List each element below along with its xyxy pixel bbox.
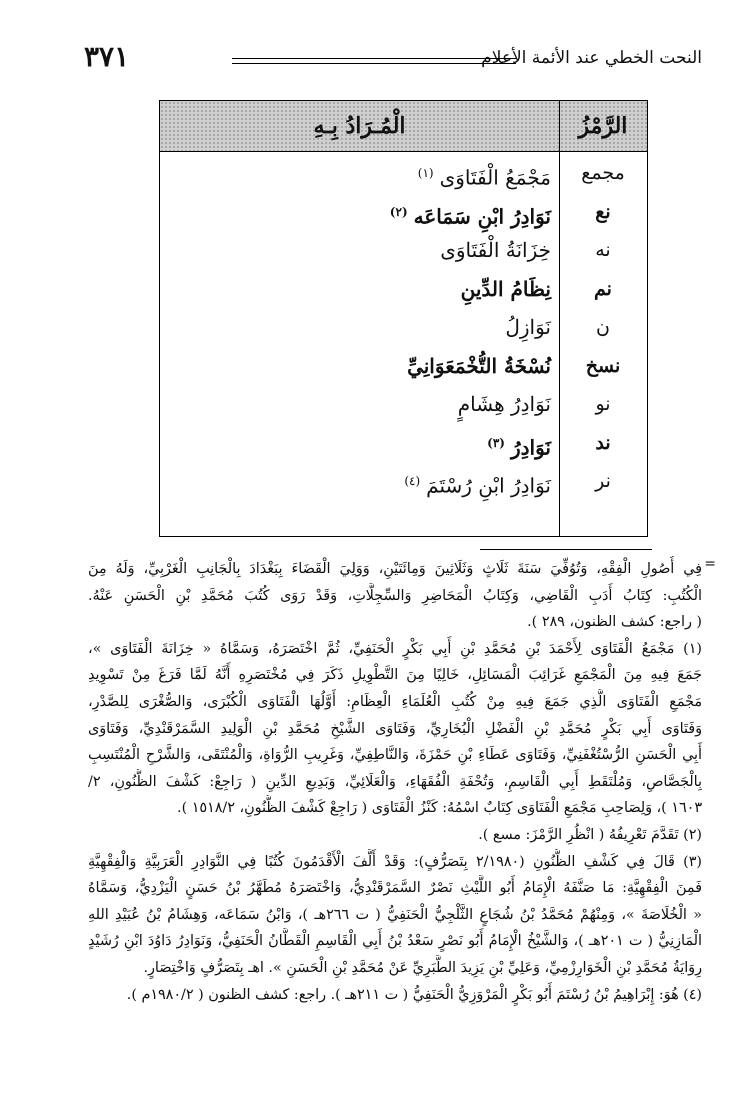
row-meaning [461, 269, 551, 308]
footnote-ref: (٢) [389, 204, 408, 219]
page-header [84, 40, 702, 76]
row-meaning [505, 307, 551, 346]
table-row [160, 307, 647, 346]
header-meaning: الْمُـرَادُ بِـهِ [313, 113, 406, 139]
footnote-line: الْكُتُبِ: كِتَابُ أَدَبِ الْقَاضِي، وَكِتَابُ الْمَحَاضِرِ وَالسِّجِلَّاتِ، وَقَدْ رَوَى كُتُبَ مُحَمَّدِ بْنِ الْحَسَنِ عَنْهُ. [88, 587, 702, 604]
row-code: نع [595, 200, 611, 223]
table-row [160, 423, 647, 462]
abbreviations-table [159, 100, 648, 537]
row-code: نم [594, 277, 612, 300]
row-meaning-text: مَجْمَعُ الْفَتَاوَى [439, 165, 551, 190]
header-rule [232, 58, 516, 64]
table-row [160, 384, 647, 423]
footnote-line: ١٦٠٣ )، وَلِصَاحِبِ مَجْمَعِ الْفَتَاوَى كِتَابٌ اسْمُهُ: كَنْزُ الْفَتَاوَى ( رَاجِعْ كَشْفَ الظُّنُونِ، ١٥١٨/٢ ). [177, 800, 702, 817]
page-number: ٣٧١ [84, 40, 130, 73]
footnote-line: (١) مَجْمَعُ الْفَتَاوَى لِأَحْمَدَ بْنِ مُحَمَّدِ بْنِ أَبِي بَكْرٍ الْحَنَفِيِّ، ثُمَّ اخْتَصَرَهُ، وَسَمَّاهُ « خِزَانَةَ الْفَتَاوَى »، [88, 640, 702, 657]
footnote-ref: (١) [417, 166, 434, 180]
table-row [160, 269, 647, 308]
row-meaning-text: خِزَانَةُ الْفَتَاوَى [440, 238, 551, 262]
row-code: ند [595, 431, 611, 454]
row-code: نر [595, 470, 611, 492]
running-title: النحت الخطي عند الأئمة الأعلام [481, 48, 702, 68]
footnote-line: فَمِنَ الْفِقْهِيَّةِ: مَا صَنَّفَهُ الْإِمَامُ أَبُو اللَّيْثِ نَصْرٌ السَّمَرْقَنْدِيُّ، وَاخْتَصَرَهُ مُطَهَّرُ بْنُ حَسَنٍ الْيَزْدِيُّ، وَسَمَّاهُ [88, 880, 702, 897]
footnote-line: وَفَتَاوَى أَبِي بَكْرٍ مُحَمَّدِ بْنِ الْفَضْلِ الْبُخَارِيِّ، وَفَتَاوَى الشَّيْخِ مُحَمَّدِ بْنِ الْوَلِيدِ السَّمَرْقَنْدِيِّ، وَفَتَاوَى [88, 720, 702, 737]
row-meaning [407, 346, 551, 385]
row-code: نه [595, 239, 611, 261]
table-row [160, 153, 647, 192]
row-meaning [458, 384, 551, 423]
row-meaning [418, 153, 551, 192]
row-meaning [404, 461, 551, 500]
footnote-line: ( راجع: كشف الظنون، ٢٨٩ ). [527, 614, 702, 631]
row-meaning-text: نَوَادِرُ ابْنِ رُسْتَمَ [426, 473, 551, 498]
footnote-line: (٤) هُوَ: إِبْرَاهِيمُ بْنُ رُسْتَمَ أَبُو بَكْرٍ الْمَرْوَزِيُّ الْحَنَفِيُّ ( ت ٢١١هـ ). راجع: كشف الظنون ( ١٩٨٠/٢م ). [126, 986, 702, 1003]
row-meaning-text: نِظَامُ الدِّينِ [460, 276, 551, 301]
row-code: نو [595, 393, 611, 415]
table-row [160, 230, 647, 269]
footnote-line: « الْخُلَاصَةَ »، وَمِنْهُمْ مُحَمَّدُ بْنُ شُجَاعٍ الثَّلْجِيُّ الْحَنَفِيُّ ( ت ٢٦٦هـ )، وَابْنُ سَمَاعَه، وَهِشَامُ بْنُ عُبَيْدِ اللهِ [88, 906, 702, 923]
row-code: نسخ [585, 354, 621, 377]
table-row [160, 461, 647, 500]
footnote-line: فِي أُصُولِ الْفِقْهِ، وَتُوُفِّيَ سَنَةَ ثَلَاثٍ وَثَلَاثِينَ وَمِائَتَيْنِ، وَوَلِيَ الْقَضَاءَ بِبَغْدَادَ بِالْجَانِبِ الْغَرْبِيِّ، وَلَهُ مِنَ [88, 561, 702, 577]
footnote-line: مَجْمَعِ الْفَتَاوَى الَّذِي جَمَعَ فِيهِ مِنْ كُتُبِ الْعُلَمَاءِ الْعِظَامِ: أَوَّلُهَا الْفَتَاوَى الْكُبْرَى، وَالصُّغْرَى لِلصَّدْرِ، [88, 693, 702, 710]
row-meaning-text: نَوَادِرُ ابْنِ سَمَاعَه [413, 204, 551, 229]
footnote-line: جَمَعَ فِيهِ مِنَ الْمَجْمَعِ غَرَائِبَ الْمَسَائِلِ، خَالِيًا مِنَ التَّطْوِيلِ ذَكَرَ فِي مُخْتَصَرِهِ أَنَّهُ لَمَّا فَرَغَ مِنْ تَسْوِيدِ [88, 667, 702, 684]
footnote-line: الْمَازِنِيُّ ( ت ٢٠١هـ )، وَالشَّيْخُ الْإِمَامُ أَبُو نَصْرٍ سَعْدُ بْنُ أَبِي الْقَاسِمِ الْقَطَّانُ الْحَنَفِيُّ، وَنَوَادِرُ دَاوُدَ ابْنِ رُشَيْدٍ [88, 933, 702, 950]
row-meaning-text: نَوَازِلُ [505, 315, 551, 339]
footnote-ref: (٤) [404, 474, 421, 488]
footnotes [88, 556, 716, 1008]
footnote-ref: (٣) [487, 435, 505, 450]
row-meaning-text: نُسْخَةُ التُّخْمَعَوَانِيِّ [407, 353, 551, 378]
table-body [160, 153, 647, 536]
footnote-line: (٢) تَقَدَّمَ تَعْرِيفُهُ ( انْظُرِ الرَّمْزَ: مسع ). [478, 826, 702, 843]
row-code: مجمع [581, 162, 625, 184]
row-meaning [440, 230, 551, 269]
continuation-mark: = [704, 556, 716, 572]
header-code: الرَّمْزُ [578, 113, 628, 139]
footnote-line: أَبِي الْحَسَنِ الرُّسْتُغْفَنِيِّ، وَفَتَاوَى عَطَاءِ بْنِ حَمْزَةَ، وَالنَّاطِفِيِّ، وَغَرِيبِ الرُّوَاةِ، وَالْمُنْتَقَى، وَالشَّرْحِ الْمُنْتَسِبِ [88, 747, 702, 764]
row-meaning [487, 423, 551, 462]
footnote-line: (٣) قَالَ فِي كَشْفِ الظُّنُونِ (٢/١٩٨٠ بِتَصَرُّفٍ): وَقَدْ أَلَّفَ الْأَقْدَمُونَ كُتُبًا فِي النَّوَادِرِ الْعَرَبِيَّةِ وَالْفِقْهِيَّةِ [88, 853, 702, 870]
row-code: ن [596, 316, 610, 338]
footnote-rule [480, 549, 652, 550]
row-meaning [390, 192, 551, 231]
table-row [160, 346, 647, 385]
table-row [160, 192, 647, 231]
footnote-line: رِوَايَةُ مُحَمَّدِ بْنِ الْخَوَارِزْمِيِّ، وَعَلِيِّ بْنِ يَزِيدَ الطَّبَرِيِّ عَنْ مُحَمَّدِ بْنِ الْحَسَنِ ». اهـ بِتَصَرُّفٍ وَاخْتِصَارٍ. [143, 959, 702, 976]
table-header [160, 101, 647, 152]
row-meaning-text: نَوَادِرُ هِشَامٍ [457, 392, 551, 416]
footnote-line: بِالْجَصَّاصِ، وَمُلْتَقَطِ أَبِي الْقَاسِمِ، وَتُحْفَةِ الْفُقَهَاءِ، وَالْعَلَائِيِّ، وَبَدِيعِ الدِّينِ ( رَاجِعْ: كَشْفَ الظُّنُونِ، ٢/ [88, 773, 702, 790]
row-meaning-text: نَوَادِرُ [510, 435, 551, 460]
